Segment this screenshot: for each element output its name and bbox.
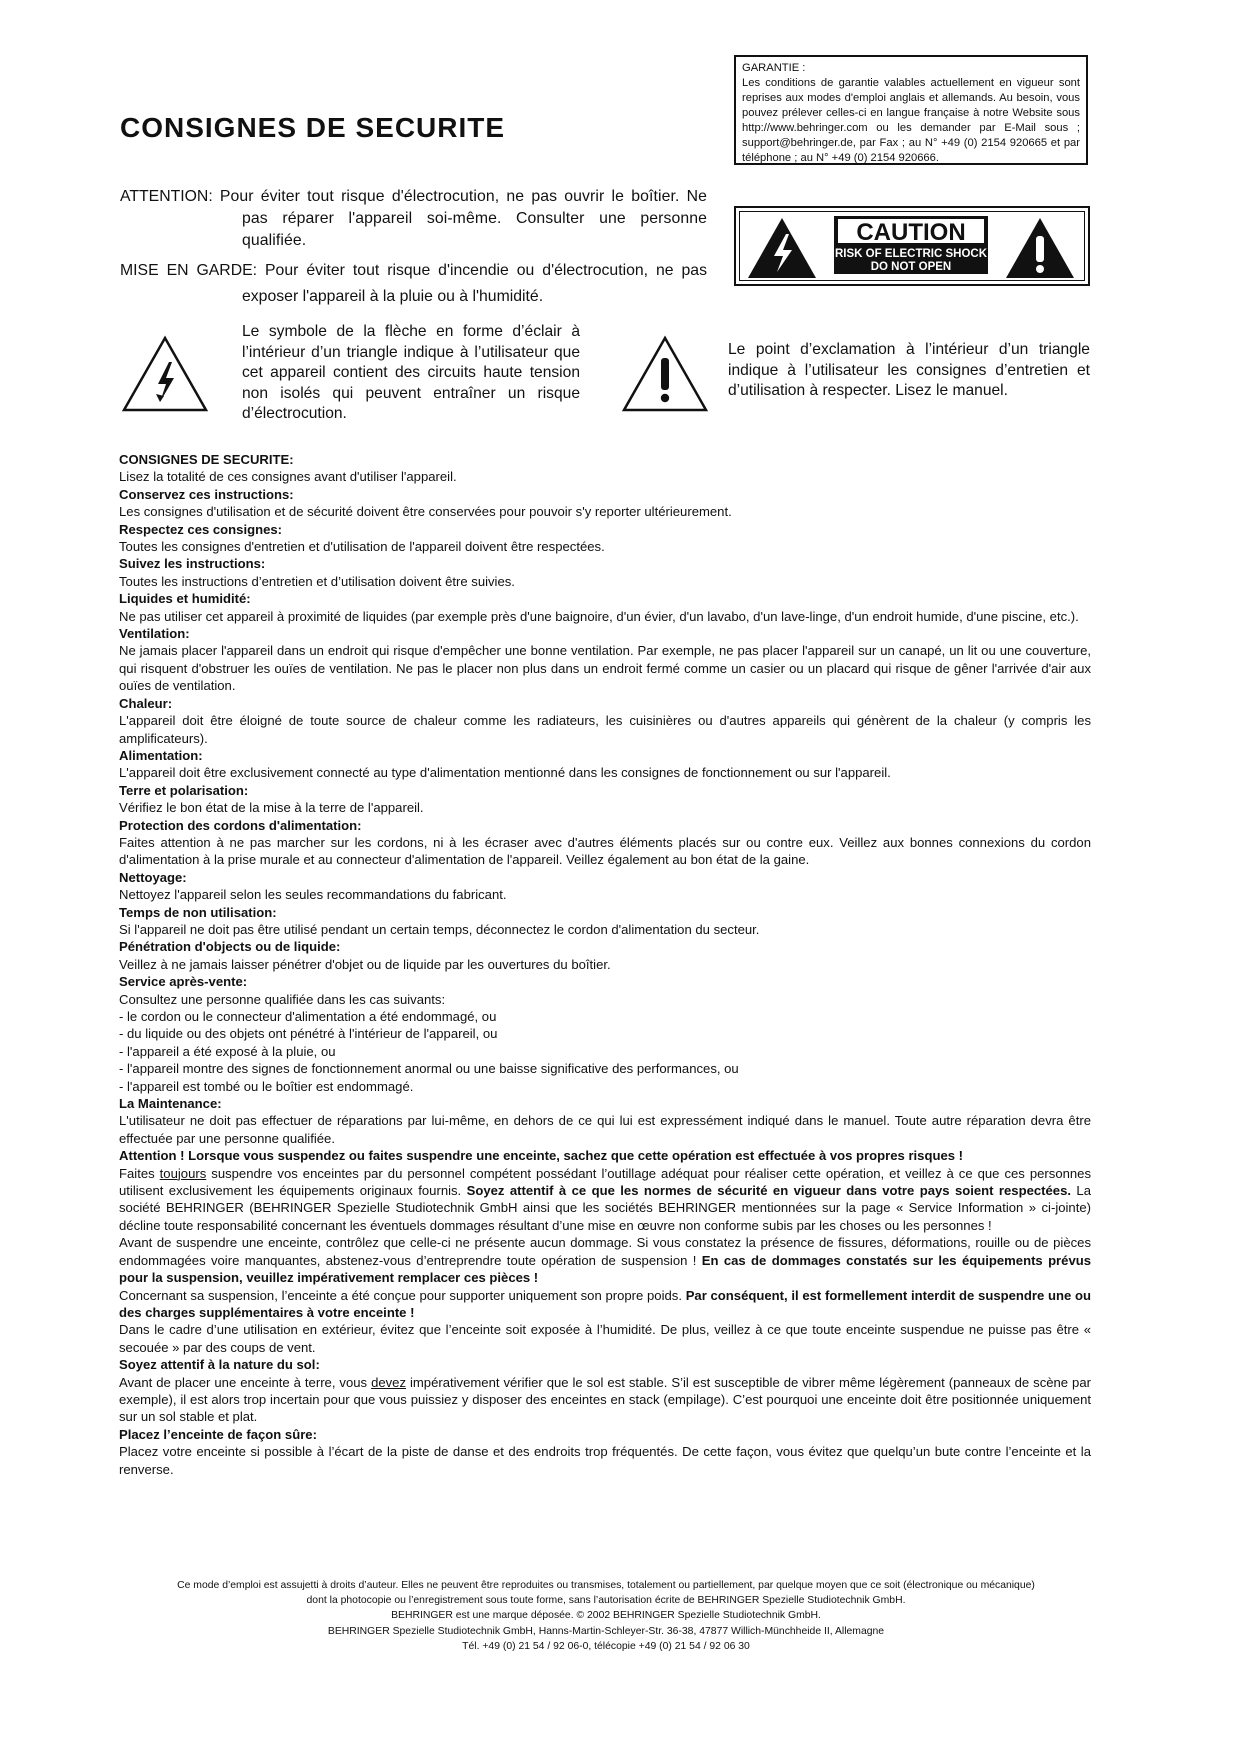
suspension-paragraph-2: Avant de suspendre une enceinte, contrôlez que celle-ci ne présente aucun dommage. Si vous constatez la présence de fissures, déformations, rouille ou de pièces endommagées voire manquantes, abstenez-vous d’entreprendre toute opération de suspension ! En cas de dommages constatés sur les équipements prévus pour la suspension, veuillez impérativement remplacer ces pièces ! xyxy=(119,1235,1092,1286)
section-heading: Conservez ces instructions: xyxy=(119,486,294,502)
exclamation-triangle-icon xyxy=(620,334,710,414)
mise-en-garde-label: MISE EN GARDE: xyxy=(120,262,258,279)
section-text: Toutes les consignes d'entretien et d'utilisation de l'appareil doivent être respectées. xyxy=(119,539,605,555)
section-text: Si l'appareil ne doit pas être utilisé pendant un certain temps, déconnectez le cordon d'alimentation du secteur. xyxy=(119,921,760,937)
garantie-text: Les conditions de garantie valables actuellement en vigueur sont reprises aux modes d'emploi anglais et allemands. Au besoin, vous pouvez prélever celles-ci en langue française à notre Website sous http://www.behringer.com ou les demander par E-Mail sous ; support@behringer.de, par Fax ; au N° +49 (0) 2154 920665 et par téléphone ; au N° +49 (0) 2154 920666. xyxy=(742,77,1080,164)
section-text: L'appareil doit être éloigné de toute source de chaleur comme les radiateurs, les cuisinières ou d'autres appareils qui génèrent de la chaleur (y compris les amplificateurs). xyxy=(119,713,1091,746)
caution-label-graphic xyxy=(734,206,1090,286)
page-title: CONSIGNES DE SECURITE xyxy=(120,112,506,143)
section-text: Lisez la totalité de ces consignes avant d'utiliser l'appareil. xyxy=(119,469,457,485)
section-text: Vérifiez le bon état de la mise à la terre de l'appareil. xyxy=(119,800,424,816)
section-text: Toutes les instructions d’entretien et d’utilisation doivent être suivies. xyxy=(119,573,515,589)
safety-instructions xyxy=(119,451,1091,1478)
footer-line: Tél. +49 (0) 21 54 / 92 06-0, télécopie +49 (0) 21 54 / 92 06 30 xyxy=(462,1640,750,1652)
section-text: Placez votre enceinte si possible à l’écart de la piste de danse et des endroits trop fréquentés. De cette façon, vous évitez que quelqu’un bute contre l’enceinte et la renverse. xyxy=(119,1444,1091,1477)
section-heading: Suivez les instructions: xyxy=(119,556,266,572)
service-item: - l'appareil montre des signes de fonctionnement anormal ou une baisse significative des performances, ou xyxy=(119,1061,739,1077)
section-heading: La Maintenance: xyxy=(119,1096,222,1112)
footer xyxy=(100,1578,1112,1654)
section-heading: Alimentation: xyxy=(119,747,203,763)
section-heading: Ventilation: xyxy=(119,626,190,642)
attention-label: ATTENTION: xyxy=(120,188,213,205)
lightning-triangle-icon xyxy=(120,334,210,414)
caution-line1: RISK OF ELECTRIC SHOCK xyxy=(834,248,988,260)
mise-en-garde-block xyxy=(120,258,707,310)
section-heading: Temps de non utilisation: xyxy=(119,904,277,920)
service-item: - l'appareil est tombé ou le boîtier est endommagé. xyxy=(119,1078,414,1094)
section-heading: Pénétration d'objects ou de liquide: xyxy=(119,939,341,955)
footer-line: Ce mode d’emploi est assujetti à droits d’auteur. Elles ne peuvent être reproduites ou transmises, totalement ou partiellement, par quelque moyen que ce soit (électronique ou mécanique) xyxy=(177,1580,1035,1591)
footer-line: BEHRINGER est une marque déposée. © 2002 BEHRINGER Spezielle Studiotechnik GmbH. xyxy=(391,1610,821,1622)
footer-line: BEHRINGER Spezielle Studiotechnik GmbH, Hanns-Martin-Schleyer-Str. 36-38, 47877 Willich-Münchheide II, Allemagne xyxy=(327,1625,885,1637)
exclamation-symbol-text: Le point d’exclamation à l’intérieur d’un triangle indique à l’utilisateur les consignes d’entretien et d’utilisation à respecter. Lisez le manuel. xyxy=(728,341,1090,399)
section-text: Nettoyez l'appareil selon les seules recommandations du fabricant. xyxy=(119,887,507,903)
footer-line: dont la photocopie ou l’enregistrement sous toute forme, sans l’autorisation écrite de BEHRINGER Spezielle Studiotechnik GmbH. xyxy=(306,1595,906,1607)
section-text: L'utilisateur ne doit pas effectuer de réparations par lui-même, en dehors de ce qui lui est expressément indiqué dans le manuel. Toute autre réparation devra être effectuée par une personne qualifiée. xyxy=(119,1113,1091,1146)
caution-label xyxy=(734,206,1090,286)
section-text: Ne pas utiliser cet appareil à proximité de liquides (par exemple près d'une baignoire, d'un évier, d'un lavabo, d'un lave-linge, d'un endroit humide, d'une piscine, etc.). xyxy=(119,608,1079,624)
section-heading: Chaleur: xyxy=(119,695,173,711)
section-heading: Placez l’enceinte de façon sûre: xyxy=(119,1426,317,1442)
caution-title: CAUTION xyxy=(856,219,966,246)
section-text: Ne jamais placer l'appareil dans un endroit qui risque d'empêcher une bonne ventilation. Par exemple, ne pas placer l'appareil sur un canapé, un lit ou une couverture, qui risquent d'obstruer les ouïes de ventilation. Ne pas le placer non plus dans un endroit fermé comme un casier ou un placard qui risque de gêner l'arrivée d'air aux ouïes de ventilation. xyxy=(119,643,1091,694)
section-heading: Nettoyage: xyxy=(119,869,187,885)
section-text: Faites attention à ne pas marcher sur les cordons, ni à les écraser avec d'autres éléments placés sur ou contre eux. Veillez aux bonnes connexions du cordon d'alimentation à la prise murale et au connecteur d'alimentation de l'appareil. Veillez également au bon état de la gaine. xyxy=(119,834,1091,868)
suspension-paragraph-1: Faites toujours suspendre vos enceintes par du personnel compétent possédant l’outillage adéquat pour réaliser cette opération, et veillez à ce que ces personnes utilisent exclusivement les équipements originaux fournis. Soyez attentif à ce que les normes de sécurité en vigueur dans votre pays soient respectées. La société BEHRINGER (BEHRINGER Spezielle Studiotechnik GmbH ainsi que les sociétés BEHRINGER mentionnées sur la page « Service Information » ci-jointe) décline toute responsabilité concernant les éventuels dommages résultant d’une mise en œuvre non conforme subis par les choses ou les personnes ! xyxy=(119,1165,1091,1233)
sol-paragraph: Avant de placer une enceinte à terre, vous devez impérativement vérifier que le sol est stable. S’il est susceptible de vibrer même légèrement (panneaux de scène par exemple), il est alors trop incertain pour que vous puissiez y disposer des enceintes en stack (empilage). C’est pourquoi une enceinte doit être positionnée uniquement sur un sol stable et plat. xyxy=(119,1374,1091,1425)
lightning-triangle-icon xyxy=(748,218,816,278)
section-heading: Soyez attentif à la nature du sol: xyxy=(119,1357,320,1373)
suspension-warning: Attention ! Lorsque vous suspendez ou faites suspendre une enceinte, sachez que cette opération est effectuée à vos propres risques ! xyxy=(119,1148,964,1164)
section-heading: Terre et polarisation: xyxy=(119,782,249,798)
attention-text: Pour éviter tout risque d'électrocution, ne pas ouvrir le boîtier. Ne pas réparer l'appareil soi-même. Consulter une personne qualifiée. xyxy=(219,188,707,249)
section-text: L'appareil doit être exclusivement connecté au type d'alimentation mentionné dans les consignes de fonctionnement ou sur l'appareil. xyxy=(119,765,891,781)
section-text: Les consignes d'utilisation et de sécurité doivent être conservées pour pouvoir s'y reporter ultérieurement. xyxy=(119,504,732,520)
mise-en-garde-text: Pour éviter tout risque d'incendie ou d'électrocution, ne pas exposer l'appareil à la pluie ou à l'humidité. xyxy=(242,262,707,305)
section-heading: Protection des cordons d'alimentation: xyxy=(119,817,362,833)
garantie-box xyxy=(734,55,1088,165)
service-item: - du liquide ou des objets ont pénétré à l'intérieur de l'appareil, ou xyxy=(119,1026,498,1042)
section-text: Consultez une personne qualifiée dans les cas suivants: xyxy=(119,991,446,1007)
suspension-paragraph-3: Concernant sa suspension, l’enceinte a été conçue pour supporter uniquement son propre poids. Par conséquent, il est formellement interdit de suspendre une ou des charges supplémentaires à votre enceinte ! xyxy=(119,1287,1091,1320)
section-heading: Respectez ces consignes: xyxy=(119,521,283,537)
lightning-symbol-text: Le symbole de la flèche en forme d’éclair à l’intérieur d’un triangle indique à l’utilisateur que cet appareil contient des circuits haute tension non isolés qui peuvent entraîner un risque d’électrocution. xyxy=(242,323,580,422)
section-heading: CONSIGNES DE SECURITE: xyxy=(119,452,294,467)
exclamation-triangle-icon xyxy=(1006,218,1074,278)
attention-block xyxy=(120,186,707,252)
section-text: Veillez à ne jamais laisser pénétrer d'objet ou de liquide par les ouvertures du boîtier. xyxy=(119,956,611,972)
section-heading: Service après-vente: xyxy=(119,974,248,990)
service-item: - le cordon ou le connecteur d'alimentation a été endommagé, ou xyxy=(119,1009,497,1024)
garantie-heading: GARANTIE : xyxy=(742,62,806,74)
section-heading: Liquides et humidité: xyxy=(119,591,251,607)
service-item: - l'appareil a été exposé à la pluie, ou xyxy=(119,1043,336,1059)
caution-line2: DO NOT OPEN xyxy=(870,261,952,273)
suspension-paragraph-4: Dans le cadre d’une utilisation en extérieur, évitez que l’enceinte soit exposée à l’humidité. De plus, veillez à ce que toute enceinte suspendue ne puisse pas être « secouée » par des coups de vent. xyxy=(119,1322,1091,1355)
